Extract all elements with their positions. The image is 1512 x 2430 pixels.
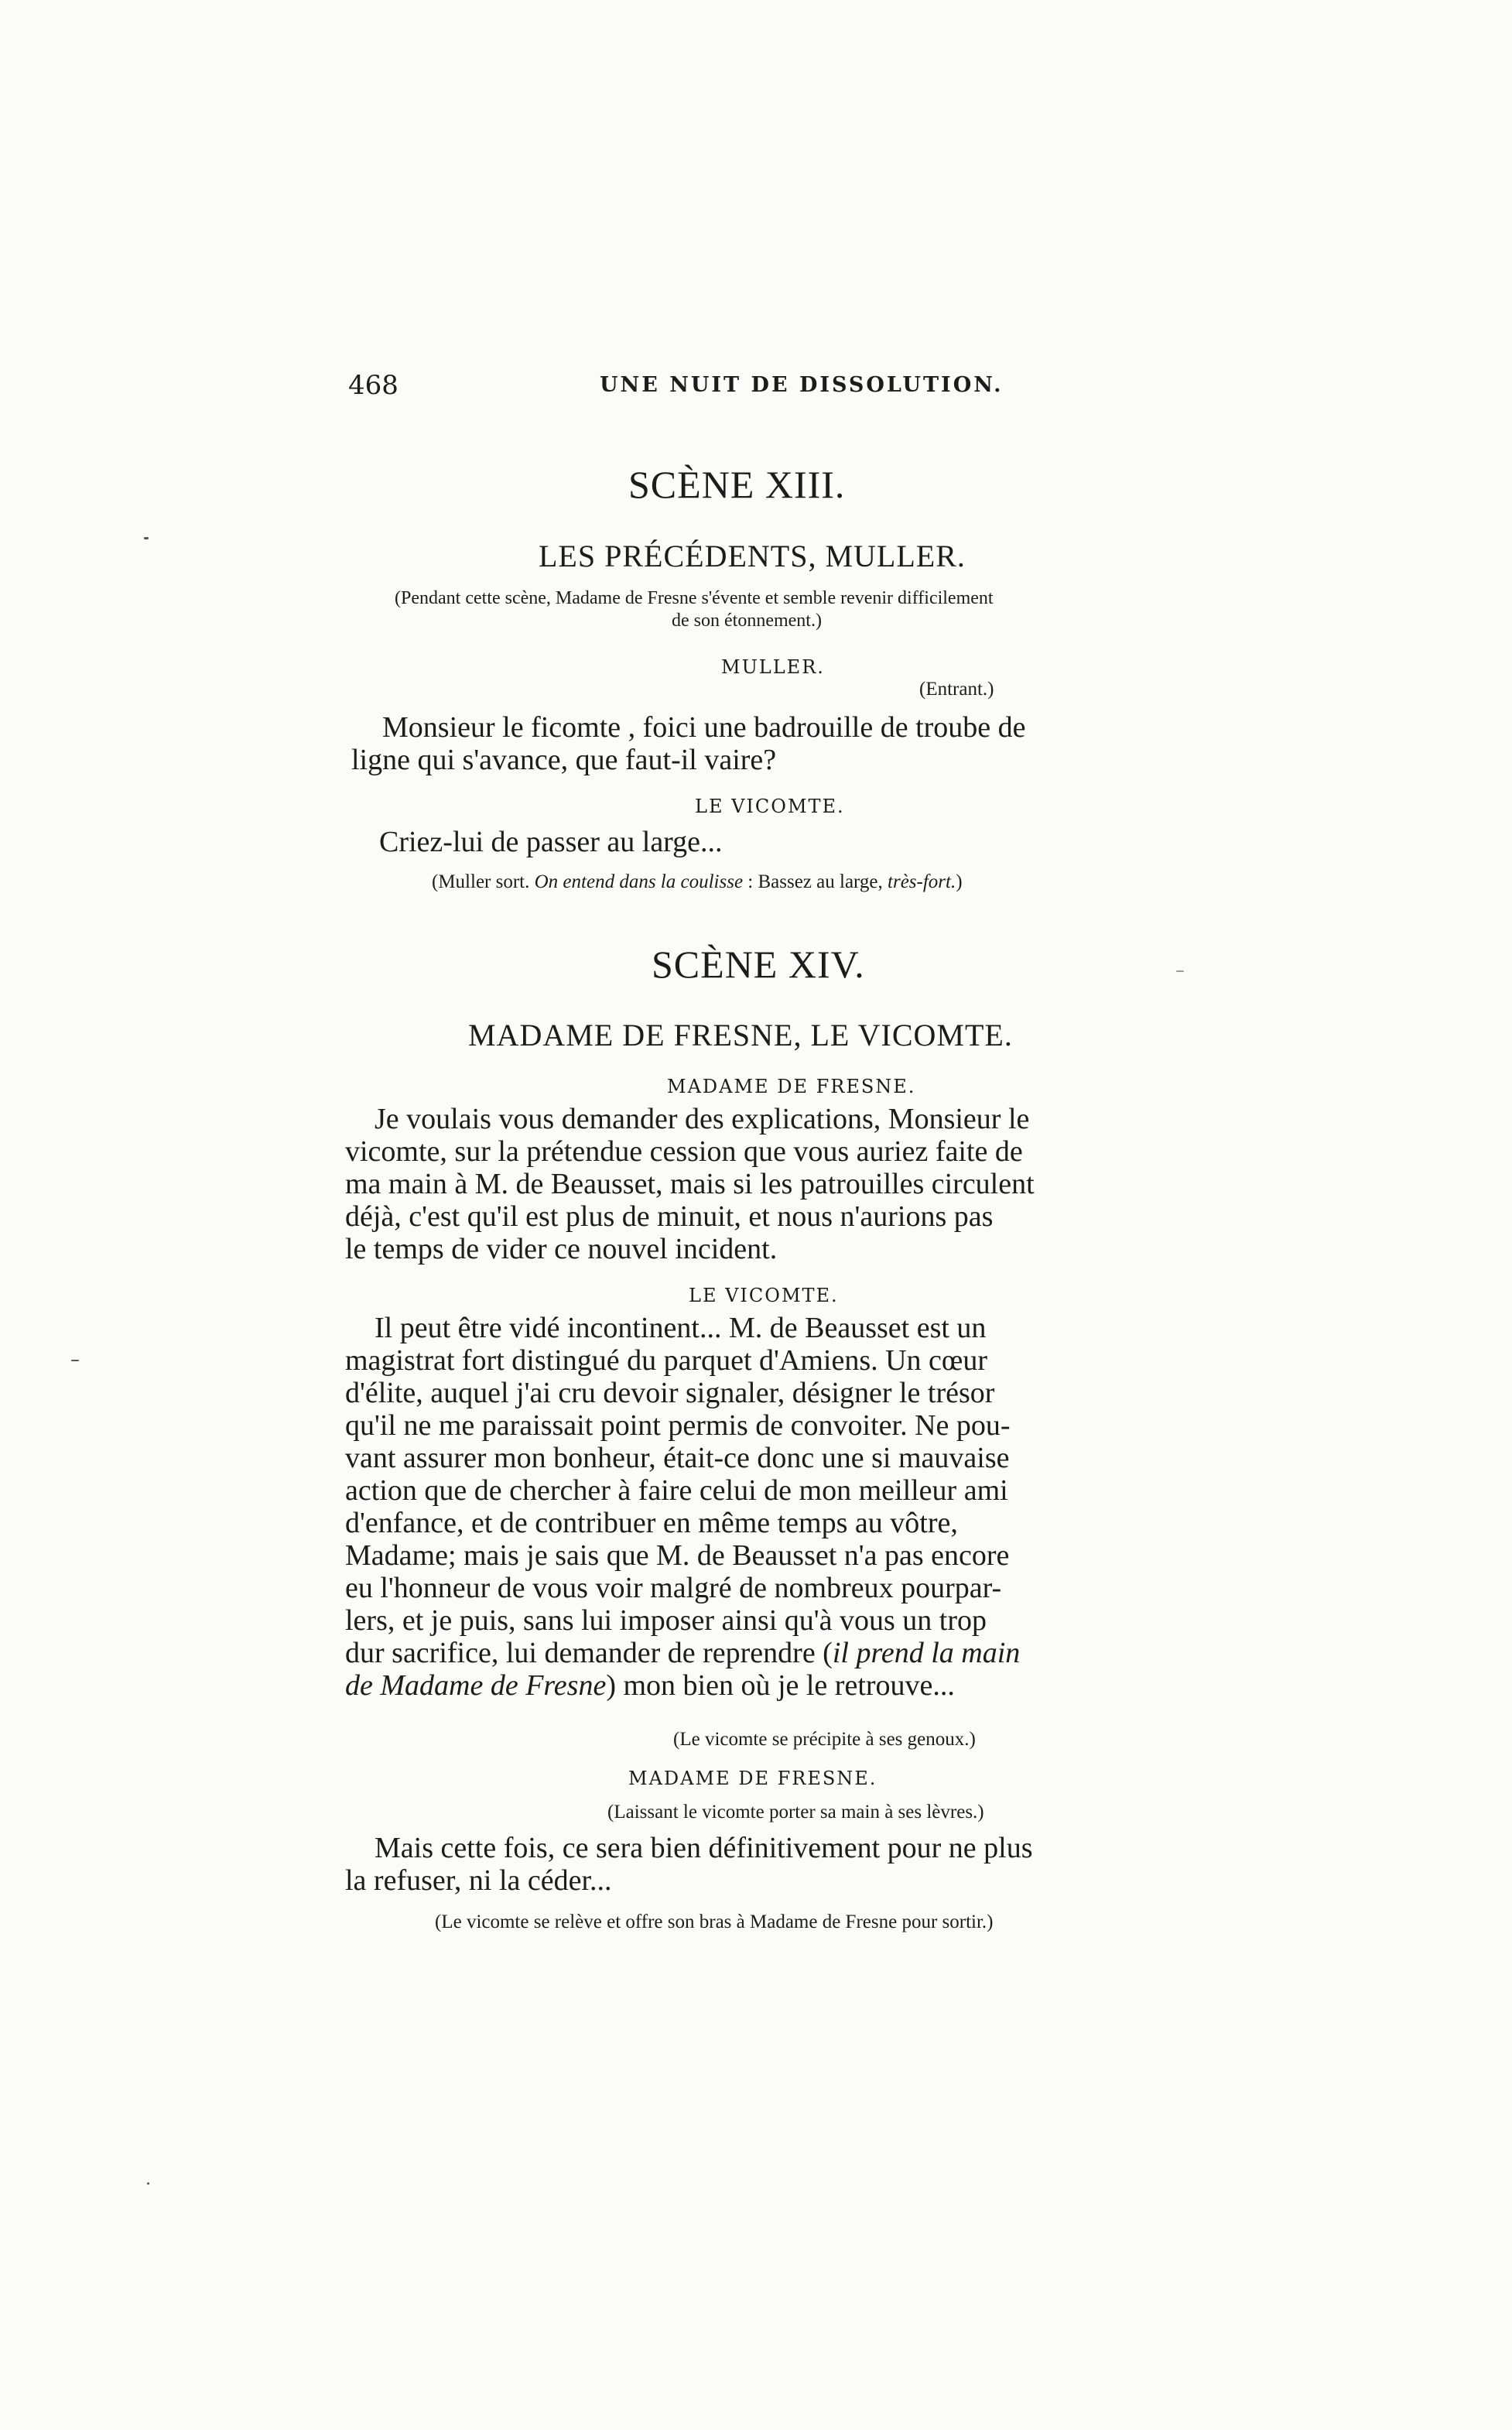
vicomte-line-10: lers, et je puis, sans lui imposer ainsi qu'à vous un trop xyxy=(345,1604,987,1637)
vicomte-line-4: qu'il ne me paraissait point permis de convoiter. Ne pou- xyxy=(345,1409,1011,1442)
vicomte-line-12: de Madame de Fresne) mon bien où je le retrouve... xyxy=(345,1669,955,1702)
madame-final-line-2: la refuser, ni la céder... xyxy=(345,1864,612,1897)
vicomte-line-7: d'enfance, et de contribuer en même temps au vôtre, xyxy=(345,1507,958,1539)
speaker-vicomte-2: LE VICOMTE. xyxy=(689,1285,839,1306)
madame-line-2: vicomte, sur la prétendue cession que vous auriez faite de xyxy=(345,1135,1023,1168)
speaker-madame-de-fresne-2: MADAME DE FRESNE. xyxy=(628,1768,877,1789)
stage-direction-pendant-2: de son étonnement.) xyxy=(672,611,822,631)
vicomte-line-large: Criez-lui de passer au large... xyxy=(379,826,723,858)
scan-speck xyxy=(147,2182,149,2185)
speaker-vicomte-1: LE VICOMTE. xyxy=(695,796,845,817)
vicomte-line-11: dur sacrifice, lui demander de reprendre (il prend la main xyxy=(345,1637,1021,1669)
muller-line-1: Monsieur le ficomte , foici une badrouille de troube de xyxy=(382,711,1026,744)
stage-direction-muller-sort: (Muller sort. On entend dans la coulisse : Bassez au large, très-fort.) xyxy=(432,871,963,892)
scan-speck xyxy=(71,1360,79,1361)
scene-xiv-cast: MADAME DE FRESNE, LE VICOMTE. xyxy=(468,1018,1013,1052)
stage-direction-entrant: (Entrant.) xyxy=(919,679,994,700)
speaker-muller: MULLER. xyxy=(721,656,825,678)
running-title: UNE NUIT DE DISSOLUTION. xyxy=(600,373,1004,397)
muller-line-2: ligne qui s'avance, que faut-il vaire? xyxy=(351,744,777,776)
page-number: 468 xyxy=(348,370,399,401)
vicomte-line-2: magistrat fort distingué du parquet d'Amiens. Un cœur xyxy=(345,1344,988,1377)
scene-xiv-title: SCÈNE XIV. xyxy=(652,943,865,986)
scene-xiii-cast: LES PRÉCÉDENTS, MULLER. xyxy=(539,539,966,573)
scene-xiii-title: SCÈNE XIII. xyxy=(628,463,846,506)
stage-direction-levres: (Laissant le vicomte porter sa main à ses lèvres.) xyxy=(607,1802,984,1823)
vicomte-line-6: action que de chercher à faire celui de mon meilleur ami xyxy=(345,1474,1008,1507)
vicomte-line-3: d'élite, auquel j'ai cru devoir signaler, désigner le trésor xyxy=(345,1377,995,1409)
vicomte-line-5: vant assurer mon bonheur, était-ce donc une si mauvaise xyxy=(345,1442,1010,1474)
madame-line-1: Je voulais vous demander des explications, Monsieur le xyxy=(375,1103,1030,1135)
madame-final-line-1: Mais cette fois, ce sera bien définitivement pour ne plus xyxy=(375,1832,1033,1864)
stage-direction-genoux: (Le vicomte se précipite à ses genoux.) xyxy=(673,1729,976,1750)
madame-line-3: ma main à M. de Beausset, mais si les patrouilles circulent xyxy=(345,1168,1035,1200)
scan-speck xyxy=(1176,970,1184,972)
scan-speck xyxy=(144,537,149,539)
stage-direction-final: (Le vicomte se relève et offre son bras à Madame de Fresne pour sortir.) xyxy=(435,1911,994,1932)
madame-line-5: le temps de vider ce nouvel incident. xyxy=(345,1233,778,1265)
running-head xyxy=(348,370,1199,407)
speaker-madame-de-fresne-1: MADAME DE FRESNE. xyxy=(667,1076,916,1097)
madame-line-4: déjà, c'est qu'il est plus de minuit, et nous n'aurions pas xyxy=(345,1200,994,1233)
vicomte-line-9: eu l'honneur de vous voir malgré de nombreux pourpar- xyxy=(345,1572,1002,1604)
vicomte-line-1: Il peut être vidé incontinent... M. de Beausset est un xyxy=(375,1312,987,1344)
stage-direction-pendant-1: (Pendant cette scène, Madame de Fresne s'évente et semble revenir difficilement xyxy=(395,588,994,608)
vicomte-line-8: Madame; mais je sais que M. de Beausset n'a pas encore xyxy=(345,1539,1010,1572)
